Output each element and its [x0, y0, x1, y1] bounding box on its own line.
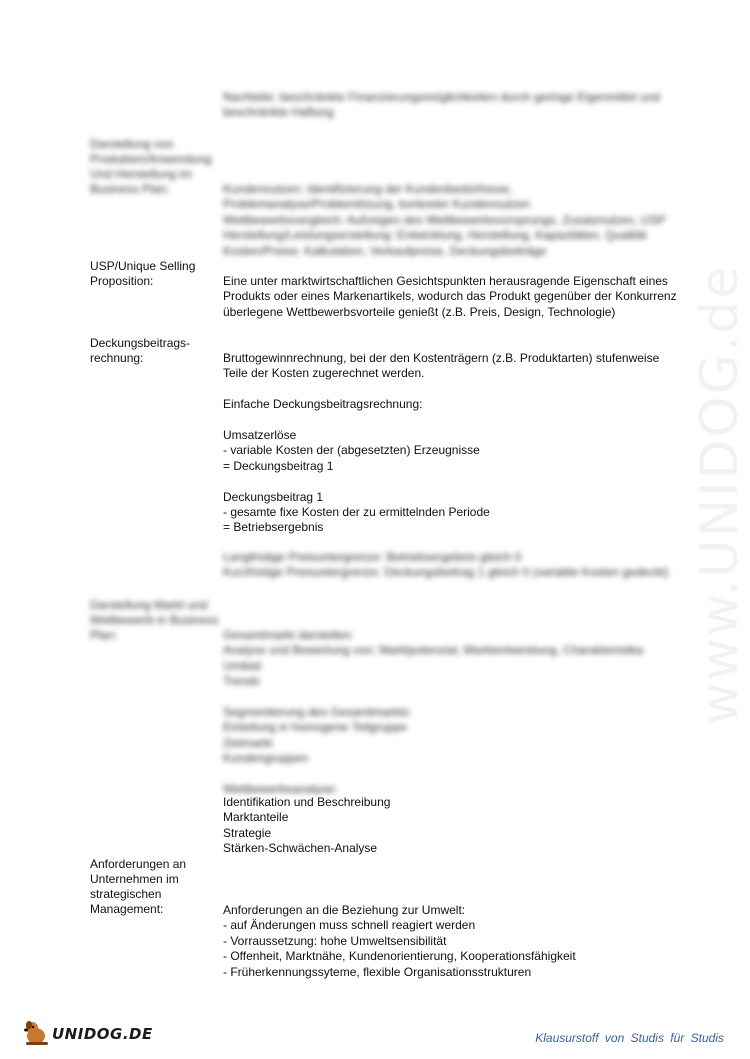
label-line: USP/Unique Selling: [90, 259, 196, 273]
label-deckungsbeitragsrechnung: [90, 336, 190, 366]
text-line: Anforderungen an die Beziehung zur Umwelt:: [223, 903, 466, 917]
label-line: strategischen: [90, 887, 162, 901]
text-line: Zielmarkt: [223, 735, 273, 750]
text-line: - Vorraussetzung: hohe Umweltsensibilität: [223, 933, 447, 948]
text-line: Marktanteile: [223, 810, 289, 825]
text-line: Umfeld: [223, 658, 262, 673]
text-line: Langfristige Preisuntergrenze: Betriebsergebnis gleich 0: [223, 550, 522, 564]
text-line: - gesamte fixe Kosten der zu ermittelnden Periode: [223, 505, 490, 520]
text-line: Kurzfristige Preisuntergrenze: Deckungsbeitrag 1 gleich 0 (variable Kosten gedeckt): [223, 565, 669, 580]
text-line: Einfache Deckungsbeitragsrechnung:: [223, 397, 423, 412]
label-line: Proposition:: [90, 274, 154, 288]
text-usp: [223, 274, 703, 320]
text-line: Kundengruppen: [223, 751, 309, 766]
label-line: Business Plan:: [90, 182, 170, 196]
text-line: Eine unter marktwirtschaftlichen Gesichtspunkten herausragende Eigenschaft eines: [223, 274, 668, 288]
label-line: rechnung:: [90, 351, 144, 365]
logo-text: UNIDOG.DE: [52, 1025, 153, 1043]
text-wettbewerbsanalyse: [223, 795, 703, 857]
blurred-text-produkte: [223, 182, 703, 259]
label-line: Darstellung Markt und: [90, 598, 208, 612]
label-line: Anforderungen an: [90, 857, 187, 871]
text-line: Identifikation und Beschreibung: [223, 795, 391, 809]
label-line: Deckungsbeitrags-: [90, 336, 191, 350]
text-line: Produkts oder eines Markenartikels, wodurch das Produkt gegenüber der Konkurrenz: [223, 289, 677, 304]
label-line: Produkten/Anwendung: [90, 152, 212, 166]
label-darstellung-markt: [90, 598, 219, 643]
text-line: Kosten/Preise: Kalkulation, Verkaufpreise, Deckungsbeiträge: [223, 243, 547, 258]
text-line: Einteilung in homogene Teilgruppe: [223, 720, 407, 735]
label-usp: [90, 259, 195, 289]
blank-line: [223, 690, 703, 705]
text-line: Segmentierung des Gesamtmarkts:: [223, 705, 412, 720]
blurred-text-markt: [223, 628, 703, 797]
text-line: Deckungsbeitrag 1: [223, 489, 324, 504]
text-line: Kundennutzen: Identifizierung der Kundenbedürfnisse,: [223, 182, 513, 196]
label-line: Wettbewerb in Business: [90, 613, 219, 627]
text-line: = Deckungsbeitrag 1: [223, 458, 334, 473]
text-anforderungen: [223, 903, 703, 980]
blank-line: [223, 474, 703, 489]
watermark: www.UNIDOG.de: [690, 264, 750, 725]
label-line: Unternehmen im: [90, 872, 179, 886]
text-line: - auf Änderungen muss schnell reagiert werden: [223, 918, 476, 933]
blank-line: [223, 382, 703, 397]
text-line: = Betriebsergebnis: [223, 520, 324, 535]
text-line: Herstellung/Leistungserstellung: Entwicklung, Herstellung, Kapazitäten, Qualität: [223, 228, 647, 243]
unidog-logo: [22, 1016, 152, 1048]
blurred-text-preisuntergrenze: [223, 550, 703, 581]
text-line: - variable Kosten der (abgesetzten) Erzeugnisse: [223, 443, 480, 458]
blank-line: [223, 413, 703, 428]
text-line: Wettbewerbsvergleich: Aufzeigen des Wettbewerbsvorsprungs, Zusatznutzen, USP: [223, 212, 666, 227]
blurred-text-nachteile: [223, 90, 703, 121]
footer-tagline: Klausurstoff von Studis für Studis: [535, 1031, 724, 1045]
text-line: Trends: [223, 674, 260, 689]
label-line: Plan:: [90, 628, 118, 642]
text-line: Analyse und Bewertung von: Marktpotenzial, Marktentwicklung, Charakteristika: [223, 643, 644, 658]
text-line: Umsatzerlöse: [223, 428, 297, 442]
label-anforderungen: [90, 857, 186, 917]
text-line: Problemanalyse/Problemlösung, konkreter Kundennutzen: [223, 197, 530, 212]
label-darstellung-produkte: [90, 137, 211, 197]
label-line: Management:: [90, 902, 164, 916]
text-line: Nachteile: beschränkte Finanzierungsmöglichkeiten durch geringe Eigenmittel und: [223, 90, 660, 104]
text-line: Gesamtmarkt darstellen:: [223, 628, 354, 642]
text-line: - Offenheit, Marktnähe, Kundenorientierung, Kooperationsfähigkeit: [223, 949, 576, 964]
text-line: Strategie: [223, 825, 272, 840]
label-line: Darstellung von: [90, 137, 174, 151]
text-line: Stärken-Schwächen-Analyse: [223, 841, 378, 856]
text-line: beschränkte Haftung: [223, 105, 334, 120]
text-line: Wettbewerbsanalyse:: [223, 782, 338, 797]
label-line: Und Herstellung im: [90, 167, 193, 181]
text-deckungsbeitragsrechnung: [223, 351, 703, 536]
text-line: Teile der Kosten zugerechnet werden.: [223, 366, 425, 381]
text-line: überlegene Wettbewerbsvorteile genießt (z.B. Preis, Design, Technologie): [223, 304, 616, 319]
text-line: Bruttogewinnrechnung, bei der den Kostenträgern (z.B. Produktarten) stufenweise: [223, 351, 660, 365]
blank-line: [223, 767, 703, 782]
text-line: - Früherkennungssyteme, flexible Organisationsstrukturen: [223, 964, 532, 979]
